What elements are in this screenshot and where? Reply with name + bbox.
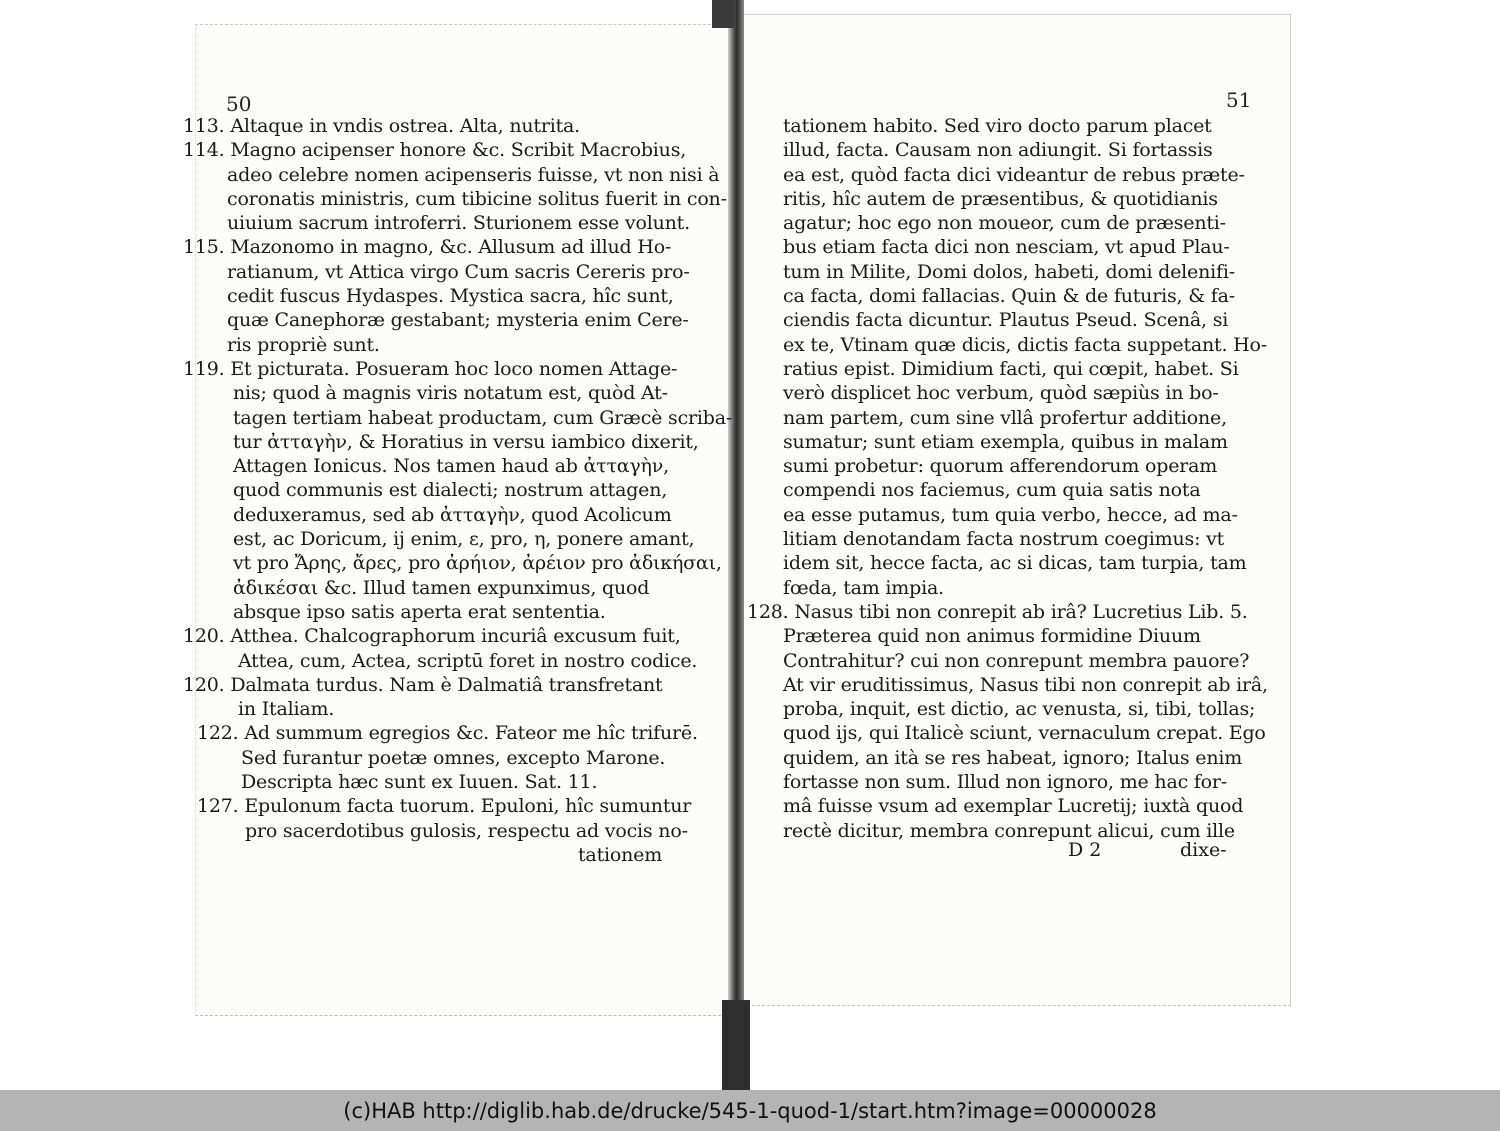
text-line: pro sacerdotibus gulosis, respectu ad vocis no- [245,819,688,842]
text-line: deduxeramus, sed ab ἀτταγὴν, quod Acolicum [233,503,672,526]
text-line: ciendis facta dicuntur. Plautus Pseud. Scenâ, si [783,309,1229,332]
text-line: in Italiam. [238,698,335,721]
text-line: tagen tertiam habeat productam, cum Græcè scriba- [233,406,733,429]
text-line: fortasse non sum. Illud non ignoro, me hac for- [783,771,1228,794]
text-line: cedit fuscus Hydaspes. Mystica sacra, hîc sunt, [227,285,674,308]
text-line: proba, inquit, est dictio, ac venusta, si, tibi, tollas; [783,698,1256,721]
spine-bottom-shadow [722,1000,750,1090]
text-line: ratianum, vt Attica virgo Cum sacris Cereris pro- [227,260,690,283]
text-line: ea est, quòd facta dici videantur de rebus præte- [783,163,1245,186]
text-line: tationem [578,843,663,866]
right-page-number: 51 [1226,88,1252,112]
copyright-footer [0,1090,1500,1131]
text-line: 128. Nasus tibi non conrepit ab irâ? Lucretius Lib. 5. [747,600,1248,623]
text-line: absque ipso satis aperta erat sententia. [233,600,606,623]
text-line: rectè dicitur, membra conrepunt alicui, cum ille [783,819,1235,842]
text-line: ratius epist. Dimidium facti, qui cœpit, habet. Si [783,357,1239,380]
text-line: ris propriè sunt. [227,333,380,356]
text-line: 114. Magno acipenser honore &c. Scribit Macrobius, [183,139,687,162]
text-line: uiuium sacrum introferri. Sturionem esse volunt. [227,212,690,235]
text-line: nam partem, cum sine vllâ profertur additione, [783,406,1227,429]
text-line: illud, facta. Causam non adiungit. Si fortassis [783,139,1213,162]
text-line: vt pro Ἄρης, ἄρες, pro ἀρήιον, ἀρέιον pro ἀδικήσαι, [233,552,722,575]
text-line: sumi probetur: quorum afferendorum operam [783,455,1218,478]
text-line: agatur; hoc ego non moueor, cum de præsenti- [783,212,1226,235]
text-line: idem sit, hecce facta, ac si dicas, tam turpia, tam [783,552,1247,575]
text-line: ritis, hîc autem de præsentibus, & quotidianis [783,187,1218,210]
text-line: bus etiam facta dici non nesciam, vt apud Plau- [783,236,1230,259]
text-line: 115. Mazonomo in magno, &c. Allusum ad illud Ho- [183,236,672,259]
text-line: Præterea quid non animus formidine Diuum [783,625,1201,648]
text-line: litiam denotandam facta nostrum coegimus: vt [783,528,1225,551]
text-line: tur ἀτταγὴν, & Horatius in versu iambico dixerit, [233,430,699,453]
text-line: quod ijs, qui Italicè sciunt, vernaculum crepat. Ego [783,722,1266,745]
text-line: 120. Dalmata turdus. Nam è Dalmatiâ transfretant [183,673,663,696]
text-line: nis; quod à magnis viris notatum est, quòd At- [233,382,668,405]
text-line: mâ fuisse vsum ad exemplar Lucretij; iuxtà quod [783,795,1244,818]
text-line: compendi nos faciemus, cum quia satis nota [783,479,1201,502]
text-line: Attea, cum, Actea, scriptū foret in nostro codice. [238,649,698,672]
text-line: ca facta, domi fallacias. Quin & de futuris, & fa- [783,285,1235,308]
right-page-text [747,114,1268,843]
text-line: sumatur; sunt etiam exempla, quibus in malam [783,430,1228,453]
text-line: est, ac Doricum, ij enim, ε, pro, η, ponere amant, [233,528,695,551]
text-line: quod communis est dialecti; nostrum attagen, [233,479,668,502]
text-line: Attagen Ionicus. Nos tamen haud ab ἀτταγὴν, [233,455,669,478]
left-page-number: 50 [226,92,252,116]
text-line: 120. Atthea. Chalcographorum incuriâ excusum fuit, [183,625,681,648]
text-line: 113. Altaque in vndis ostrea. Alta, nutrita. [183,115,581,137]
text-line: tum in Milite, Domi dolos, habeti, domi delenifi- [783,260,1235,283]
text-line: quidem, an ità se res habeat, ignoro; Italus enim [783,746,1243,769]
left-page-text [183,114,732,867]
text-line: adeo celebre nomen acipenseris fuisse, vt non nisi à [227,163,720,186]
text-line: ex te, Vtinam quæ dicis, dictis facta suppetant. Ho- [783,333,1267,356]
text-line: quæ Canephoræ gestabant; mysteria enim Cere- [227,309,689,332]
spine-top-shadow [712,0,734,28]
text-line: 119. Et picturata. Posueram hoc loco nomen Attage- [183,357,678,380]
catchword: dixe- [1180,839,1227,861]
text-line: 122. Ad summum egregios &c. Fateor me hîc trifurē. [197,722,698,745]
text-line: At vir eruditissimus, Nasus tibi non conrepit ab irâ, [783,673,1268,696]
text-line: tationem habito. Sed viro docto parum placet [783,115,1212,137]
text-line: fœda, tam impia. [783,576,944,599]
text-line: Descripta hæc sunt ex Iuuen. Sat. 11. [241,771,598,794]
text-line: verò displicet hoc verbum, quòd sæpiùs in bo- [783,382,1219,405]
text-line: ea esse putamus, tum quia verbo, hecce, ad ma- [783,503,1238,526]
text-line: ἀδικέσαι &c. Illud tamen expunximus, quod [233,576,650,599]
text-line: Contrahitur? cui non conrepunt membra pauore? [783,649,1250,672]
footer-text: (c)HAB http://diglib.hab.de/drucke/545-1-quod-1/start.htm?image=00000028 [343,1098,1157,1123]
signature-mark: D 2 [1068,839,1102,861]
text-line: coronatis ministris, cum tibicine solitus fuerit in con- [227,187,727,210]
text-line: Sed furantur poetæ omnes, excepto Marone. [241,746,666,769]
text-line: 127. Epulonum facta tuorum. Epuloni, hîc sumuntur [197,795,692,818]
